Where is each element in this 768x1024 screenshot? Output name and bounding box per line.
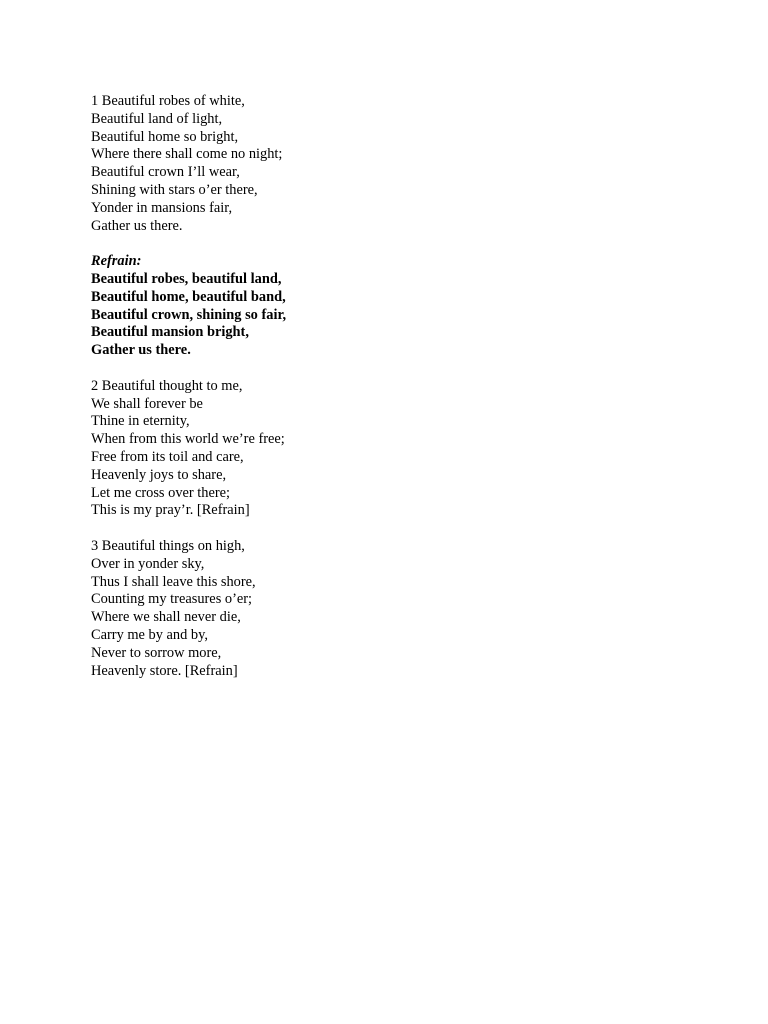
verse-line: Where we shall never die, xyxy=(91,609,241,626)
verse-line: 2 Beautiful thought to me, xyxy=(91,377,243,394)
verse-line: Beautiful home so bright, xyxy=(91,128,239,145)
verse-line: Yonder in mansions fair, xyxy=(91,199,233,216)
verse-line: Beautiful crown I’ll wear, xyxy=(91,164,240,181)
verse-line: Beautiful land of light, xyxy=(91,110,223,127)
refrain-line: Beautiful robes, beautiful land, xyxy=(91,270,282,287)
verse-1 xyxy=(91,93,691,235)
verse-line: Over in yonder sky, xyxy=(91,555,205,572)
verse-line: Free from its toil and care, xyxy=(91,448,244,465)
refrain-title: Refrain: xyxy=(91,253,142,270)
refrain xyxy=(91,253,691,360)
verse-line: Counting my treasures o’er; xyxy=(91,591,253,608)
verse-line: Thine in eternity, xyxy=(91,413,190,430)
verse-line: Heavenly store. [Refrain] xyxy=(91,662,238,679)
verse-line: We shall forever be xyxy=(91,395,203,412)
hymn-lyrics xyxy=(91,93,691,698)
verse-line: 1 Beautiful robes of white, xyxy=(91,93,245,109)
verse-line: Thus I shall leave this shore, xyxy=(91,573,256,590)
verse-3 xyxy=(91,538,691,680)
refrain-line: Gather us there. xyxy=(91,342,191,359)
verse-line: When from this world we’re free; xyxy=(91,431,285,448)
verse-line: Shining with stars o’er there, xyxy=(91,181,258,198)
verse-line: 3 Beautiful things on high, xyxy=(91,537,245,554)
refrain-line: Beautiful home, beautiful band, xyxy=(91,288,286,305)
refrain-line: Beautiful mansion bright, xyxy=(91,324,249,341)
verse-line: Heavenly joys to share, xyxy=(91,466,227,483)
verse-line: This is my pray’r. [Refrain] xyxy=(91,502,250,519)
verse-line: Carry me by and by, xyxy=(91,626,208,643)
verse-line: Never to sorrow more, xyxy=(91,644,222,661)
verse-2 xyxy=(91,378,691,520)
refrain-line: Beautiful crown, shining so fair, xyxy=(91,306,287,323)
verse-line: Gather us there. xyxy=(91,217,183,234)
verse-line: Where there shall come no night; xyxy=(91,146,283,163)
verse-line: Let me cross over there; xyxy=(91,484,231,501)
